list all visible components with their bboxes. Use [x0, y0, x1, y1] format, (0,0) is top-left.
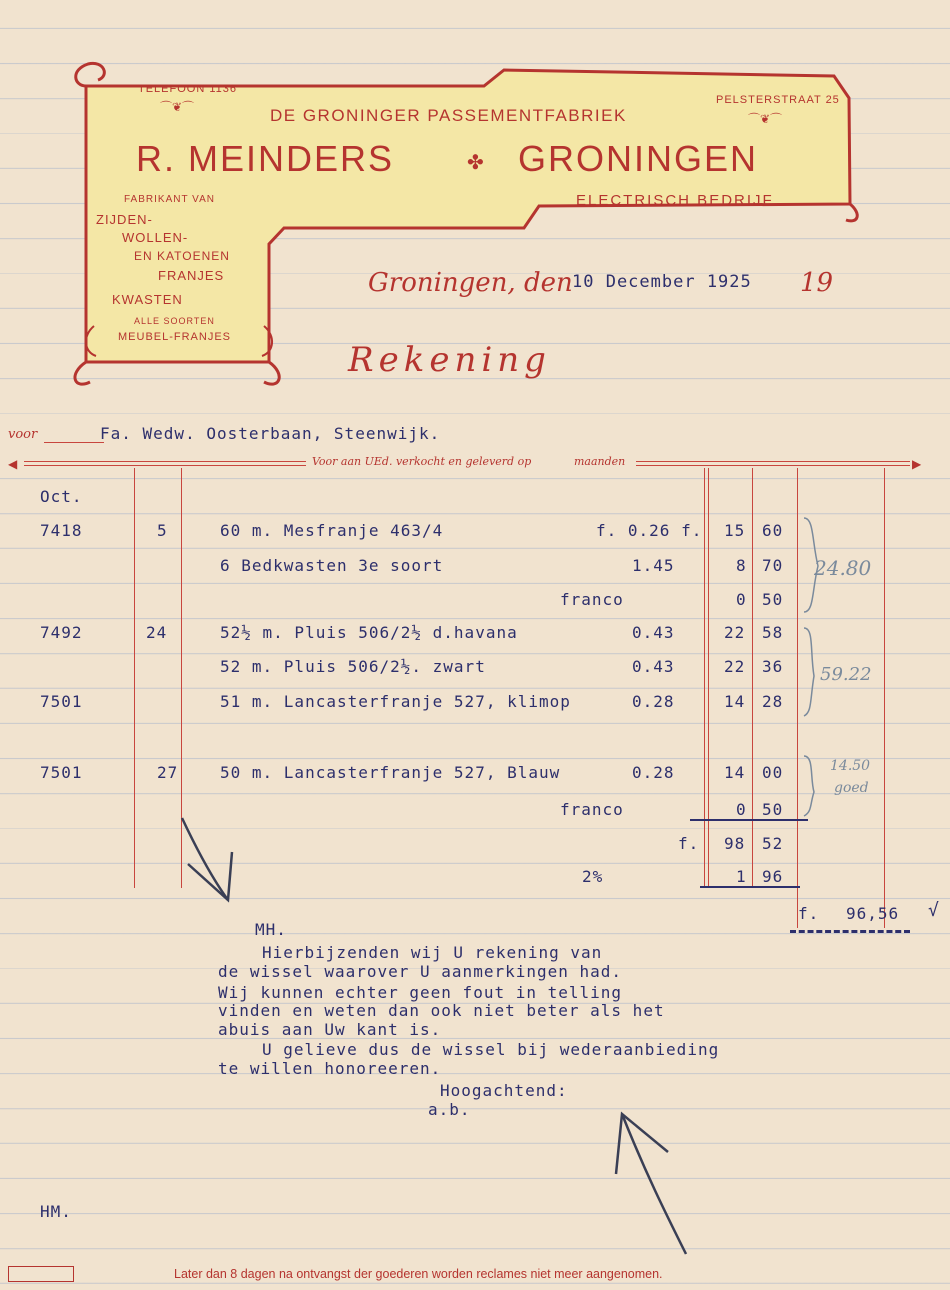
typist-initials: HM. [40, 1202, 72, 1221]
item-price: 0.43 [632, 623, 675, 642]
letter-line: Wij kunnen echter geen fout in telling [218, 983, 623, 1002]
pencil-note: goed [834, 780, 869, 796]
order-ref: 7501 [40, 692, 83, 711]
item-price: franco [560, 590, 624, 609]
total-double-rule [790, 930, 910, 933]
ornament-icon: ⌒❦⌒ [748, 112, 783, 126]
header-rule [636, 461, 910, 466]
check-mark-icon: √ [928, 900, 940, 921]
amount-cents: 70 [762, 556, 784, 575]
subtotal-label: f. [678, 834, 700, 853]
item-price: 0.28 [632, 692, 675, 711]
fabrikant-item: KWASTEN [112, 292, 183, 307]
footer-notice: Later dan 8 dagen na ontvangst der goederen worden reclames niet meer aangenomen. [174, 1267, 663, 1281]
item-price: 1.45 [632, 556, 675, 575]
item-desc: 6 Bedkwasten 3e soort [220, 556, 444, 575]
pencil-note: 24.80 [814, 556, 872, 580]
voor-label: voor [8, 427, 38, 442]
arrow-up-icon [606, 1104, 696, 1260]
arrow-right-icon: ▶ [912, 457, 922, 471]
item-price: franco [560, 800, 624, 819]
ornament-icon: ⌒❦⌒ [160, 100, 195, 114]
item-price: 0.28 [632, 763, 675, 782]
subtotal-rule [690, 819, 808, 821]
amount-guilders: 0 [736, 800, 747, 819]
column-rule [752, 468, 753, 888]
discount-cents: 96 [762, 867, 784, 886]
subtotal-cents: 52 [762, 834, 784, 853]
subtotal-guilders: 98 [724, 834, 746, 853]
amount-cents: 28 [762, 692, 784, 711]
letter-line: de wissel waarover U aanmerkingen had. [218, 962, 623, 981]
total-label: f. [798, 904, 820, 923]
letter-line: Hierbijzenden wij U rekening van [262, 943, 603, 962]
amount-guilders: 15 [724, 521, 746, 540]
months-label: maanden [574, 455, 626, 468]
pencil-note: 14.50 [830, 758, 871, 774]
arrow-down-icon [176, 812, 246, 908]
telephone: TELEFOON 1136 [138, 83, 237, 95]
item-price: f. 0.26 f. [596, 521, 703, 540]
item-desc: 52½ m. Pluis 506/2½ d.havana [220, 623, 518, 642]
item-desc: 51 m. Lancasterfranje 527, klimop [220, 692, 571, 711]
amount-cents: 50 [762, 590, 784, 609]
fabrikant-item: MEUBEL-FRANJES [118, 331, 232, 343]
header-rule [24, 461, 306, 466]
amount-cents: 58 [762, 623, 784, 642]
amount-guilders: 0 [736, 590, 747, 609]
order-qty: 24 [146, 623, 168, 642]
item-desc: 50 m. Lancasterfranje 527, Blauw [220, 763, 561, 782]
column-rule [704, 468, 705, 888]
document-title: Rekening [348, 340, 551, 380]
fabrikant-item: EN KATOENEN [134, 249, 230, 263]
fabrikant-item: ZIJDEN- [96, 212, 153, 227]
clover-icon: ✤ [467, 152, 484, 174]
column-rule [708, 468, 709, 888]
printer-stamp [8, 1266, 74, 1282]
order-ref: 7492 [40, 623, 83, 642]
letter-line: te willen honoreeren. [218, 1059, 442, 1078]
discount-label: 2% [582, 867, 604, 886]
recipient-name: Fa. Wedw. Oosterbaan, Steenwijk. [100, 424, 441, 443]
company-name: R. MEINDERS [136, 138, 395, 179]
year-prefix: 19 [800, 268, 834, 298]
amount-guilders: 14 [724, 692, 746, 711]
street-address: PELSTERSTRAAT 25 [716, 94, 840, 106]
amount-cents: 50 [762, 800, 784, 819]
item-desc: 60 m. Mesfranje 463/4 [220, 521, 444, 540]
company-line: DE GRONINGER PASSEMENTFABRIEK [270, 106, 627, 125]
amount-cents: 00 [762, 763, 784, 782]
order-qty: 5 [157, 521, 168, 540]
discount-guilders: 1 [736, 867, 747, 886]
amount-guilders: 22 [724, 623, 746, 642]
arrow-left-icon: ◀ [8, 457, 18, 471]
invoice-date: 10 December 1925 [572, 272, 752, 292]
letter-line: vinden en weten dan ook niet beter als het [218, 1001, 665, 1020]
letter-line: U gelieve dus de wissel bij wederaanbieding [262, 1040, 720, 1059]
fabrikant-item: FRANJES [158, 268, 225, 283]
order-ref: 7418 [40, 521, 83, 540]
amount-cents: 36 [762, 657, 784, 676]
fabrikant-item: WOLLEN- [122, 230, 189, 245]
column-rule [134, 468, 135, 888]
amount-guilders: 22 [724, 657, 746, 676]
place-label: Groningen, den [368, 268, 573, 298]
item-desc: 52 m. Pluis 506/2½. zwart [220, 657, 486, 676]
letter-signature: a.b. [428, 1100, 471, 1119]
order-ref: 7501 [40, 763, 83, 782]
sold-label: Voor aan UEd. verkocht en geleverd op [312, 455, 532, 468]
pencil-note: 59.22 [820, 664, 872, 685]
amount-guilders: 14 [724, 763, 746, 782]
letter-closing: Hoogachtend: [440, 1081, 568, 1100]
letter-salutation: MH. [255, 920, 287, 939]
electric-company: ELECTRISCH BEDRIJF [576, 192, 774, 209]
divider [44, 442, 104, 443]
total-amount: 96,56 [846, 904, 900, 923]
fabrikant-label: FABRIKANT VAN [124, 194, 215, 205]
amount-guilders: 8 [736, 556, 747, 575]
month-label: Oct. [40, 487, 83, 506]
order-qty: 27 [157, 763, 179, 782]
letter-line: abuis aan Uw kant is. [218, 1020, 442, 1039]
discount-rule [700, 886, 800, 888]
amount-cents: 60 [762, 521, 784, 540]
fabrikant-item: ALLE SOORTEN [134, 316, 215, 326]
company-city: GRONINGEN [518, 138, 759, 179]
item-price: 0.43 [632, 657, 675, 676]
